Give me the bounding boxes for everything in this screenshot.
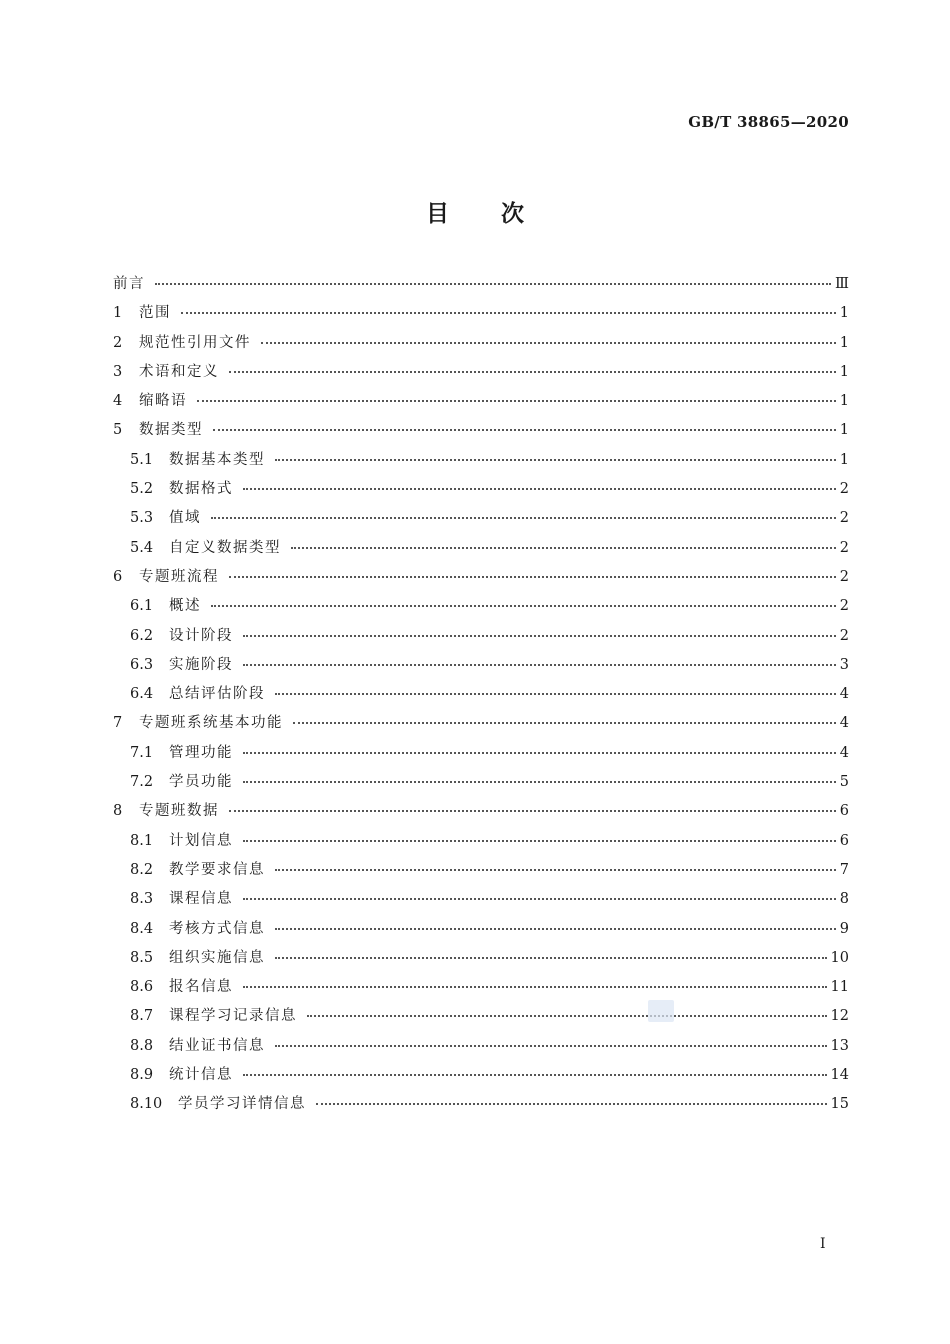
toc-entry-number: 1: [113, 305, 123, 322]
dot-leader: [243, 634, 836, 637]
toc-entry-number: 7.1: [130, 744, 154, 761]
toc-entry-label: 前言: [113, 276, 145, 292]
toc-title-char-1: 目: [426, 200, 449, 227]
toc-entry-number: 5.4: [130, 539, 154, 556]
toc-entry-number: 8.7: [130, 1008, 154, 1025]
toc-title: [0, 195, 950, 228]
toc-entry-number: 8.1: [130, 832, 154, 849]
toc-entry-number: 6.1: [130, 598, 154, 615]
toc-entry-label: 计划信息: [169, 832, 233, 849]
toc-entry-label: 自定义数据类型: [169, 539, 281, 556]
toc-entry-label: 数据基本类型: [169, 451, 265, 468]
toc-entry[interactable]: [113, 827, 849, 856]
toc-entry-page: 2: [839, 627, 849, 644]
toc-entry-page: 2: [839, 481, 849, 498]
toc-entry-page: 1: [839, 393, 849, 410]
toc-entry-label: 专题班数据: [139, 803, 219, 820]
toc-entry-label: 规范性引用文件: [139, 334, 251, 351]
toc-entry-page: 1: [839, 363, 849, 380]
toc-title-char-2: 次: [501, 200, 524, 227]
toc-entry-label: 缩略语: [139, 393, 187, 410]
toc-entry-number: 8.8: [130, 1037, 154, 1054]
toc-entry-number: 6.3: [130, 656, 154, 673]
toc-entry-label: 术语和定义: [139, 363, 219, 380]
toc-entry-page: 4: [839, 686, 849, 703]
dot-leader: [197, 399, 836, 402]
toc-entry[interactable]: [113, 329, 849, 358]
toc-entry-label: 数据格式: [169, 481, 233, 498]
dot-leader: [243, 663, 836, 666]
dot-leader: [211, 604, 836, 607]
toc-entry-number: 2: [113, 334, 123, 351]
dot-leader: [229, 809, 836, 812]
dot-leader: [243, 780, 836, 783]
toc-entry-number: 7: [113, 715, 123, 732]
toc-entry[interactable]: [113, 1002, 849, 1031]
dot-leader: [275, 1044, 827, 1047]
toc-entry-number: 5.3: [130, 510, 154, 527]
toc-entry-label: 学员功能: [169, 774, 233, 791]
toc-entry-number: 8: [113, 803, 123, 820]
toc-entry-page: 4: [839, 744, 849, 761]
toc-entry-page: Ⅲ: [835, 276, 849, 292]
toc-entry-number: 8.5: [130, 949, 154, 966]
dot-leader: [155, 282, 831, 285]
toc-entry-number: 8.4: [130, 920, 154, 937]
toc-entry-label: 课程学习记录信息: [169, 1008, 297, 1025]
dot-leader: [181, 311, 836, 314]
toc-entry[interactable]: [113, 944, 849, 973]
toc-entry[interactable]: [113, 1090, 849, 1119]
toc-entry-number: 6: [113, 568, 123, 585]
toc-entry-label: 统计信息: [169, 1067, 233, 1084]
toc-entry-page: 1: [839, 305, 849, 322]
toc-entry-label: 实施阶段: [169, 656, 233, 673]
toc-entry[interactable]: [113, 739, 849, 768]
toc-entry[interactable]: [113, 709, 849, 738]
toc-entry[interactable]: [113, 622, 849, 651]
toc-entry-number: 5.2: [130, 481, 154, 498]
toc-entry-number: 8.6: [130, 979, 154, 996]
toc-entry[interactable]: [113, 651, 849, 680]
standard-code: GB/T 38865—2020: [688, 113, 849, 131]
toc-entry[interactable]: [113, 299, 849, 328]
toc-entry[interactable]: [113, 1032, 849, 1061]
toc-entry-label: 总结评估阶段: [169, 686, 265, 703]
dot-leader: [229, 370, 836, 373]
dot-leader: [243, 985, 827, 988]
toc-entry-page: 2: [839, 510, 849, 527]
toc-entry-page: 10: [830, 949, 849, 966]
toc-entry-page: 15: [830, 1096, 849, 1113]
toc-entry-page: 2: [839, 568, 849, 585]
dot-leader: [275, 868, 836, 871]
toc-entry-label: 报名信息: [169, 979, 233, 996]
toc-entry-label: 结业证书信息: [169, 1037, 265, 1054]
toc-entry[interactable]: [113, 358, 849, 387]
toc-entry-label: 专题班系统基本功能: [139, 715, 283, 732]
dot-leader: [243, 751, 836, 754]
toc-entry-label: 数据类型: [139, 422, 203, 439]
toc-entry-page: 6: [839, 832, 849, 849]
toc-entry-page: 14: [830, 1067, 849, 1084]
toc-entry-page: 2: [839, 598, 849, 615]
toc-entry-page: 6: [839, 803, 849, 820]
toc-entry[interactable]: [113, 387, 849, 416]
toc-entry-label: 教学要求信息: [169, 861, 265, 878]
toc-entry[interactable]: [113, 446, 849, 475]
toc-entry[interactable]: [113, 768, 849, 797]
toc-entry-number: 8.2: [130, 861, 154, 878]
toc-entry-number: 4: [113, 393, 123, 410]
dot-leader: [243, 1073, 827, 1076]
toc-entry[interactable]: [113, 680, 849, 709]
dot-leader: [211, 516, 836, 519]
dot-leader: [307, 1014, 827, 1017]
toc-entry-label: 专题班流程: [139, 568, 219, 585]
page-number: Ⅰ: [820, 1236, 826, 1252]
toc-entry-page: 5: [839, 774, 849, 791]
toc-entry[interactable]: [113, 885, 849, 914]
toc-entry[interactable]: [113, 504, 849, 533]
dot-leader: [213, 428, 836, 431]
toc-entry[interactable]: [113, 592, 849, 621]
toc-entry-number: 6.2: [130, 627, 154, 644]
toc-entry[interactable]: [113, 915, 849, 944]
toc-entry-label: 值域: [169, 510, 201, 527]
dot-leader: [275, 458, 836, 461]
toc-entry-page: 8: [839, 891, 849, 908]
toc-entry-page: 7: [839, 861, 849, 878]
watermark-logo: [648, 1000, 674, 1022]
dot-leader: [261, 341, 836, 344]
toc-entry-page: 13: [830, 1037, 849, 1054]
dot-leader: [243, 897, 836, 900]
dot-leader: [291, 546, 836, 549]
toc-entry[interactable]: [113, 1061, 849, 1090]
toc-entry-number: 3: [113, 363, 123, 380]
toc-entry-label: 设计阶段: [169, 627, 233, 644]
toc-entry-label: 管理功能: [169, 744, 233, 761]
toc-entry[interactable]: [113, 475, 849, 504]
dot-leader: [293, 721, 836, 724]
toc-entry[interactable]: [113, 797, 849, 826]
toc-entry-page: 12: [830, 1008, 849, 1025]
dot-leader: [316, 1102, 827, 1105]
toc-entry-number: 5.1: [130, 451, 154, 468]
toc-entry[interactable]: [113, 416, 849, 445]
toc-entry[interactable]: [113, 856, 849, 885]
toc-entry[interactable]: [113, 973, 849, 1002]
toc-entry-page: 1: [839, 334, 849, 351]
toc-entry-label: 学员学习详情信息: [178, 1096, 306, 1113]
toc-entry[interactable]: [113, 534, 849, 563]
toc-entry-page: 11: [830, 979, 849, 996]
toc-entry-page: 1: [839, 422, 849, 439]
toc-entry-label: 课程信息: [169, 891, 233, 908]
dot-leader: [243, 839, 836, 842]
dot-leader: [275, 956, 827, 959]
toc-entry-number: 8.9: [130, 1067, 154, 1084]
toc-entry-page: 4: [839, 715, 849, 732]
toc-entry-label: 考核方式信息: [169, 920, 265, 937]
toc-entry-number: 6.4: [130, 686, 154, 703]
toc-entry-number: 8.10: [130, 1096, 163, 1113]
dot-leader: [275, 927, 836, 930]
dot-leader: [229, 575, 836, 578]
dot-leader: [275, 692, 836, 695]
toc-entry-page: 2: [839, 539, 849, 556]
table-of-contents: [113, 270, 849, 1120]
toc-entry-label: 范围: [139, 305, 171, 322]
toc-entry-number: 5: [113, 422, 123, 439]
toc-entry-label: 组织实施信息: [169, 949, 265, 966]
toc-entry[interactable]: [113, 563, 849, 592]
dot-leader: [243, 487, 836, 490]
toc-entry-number: 7.2: [130, 774, 154, 791]
toc-entry-page: 9: [839, 920, 849, 937]
toc-entry-number: 8.3: [130, 891, 154, 908]
toc-entry-page: 3: [839, 656, 849, 673]
toc-entry[interactable]: [113, 270, 849, 299]
toc-entry-page: 1: [839, 451, 849, 468]
toc-entry-label: 概述: [169, 598, 201, 615]
